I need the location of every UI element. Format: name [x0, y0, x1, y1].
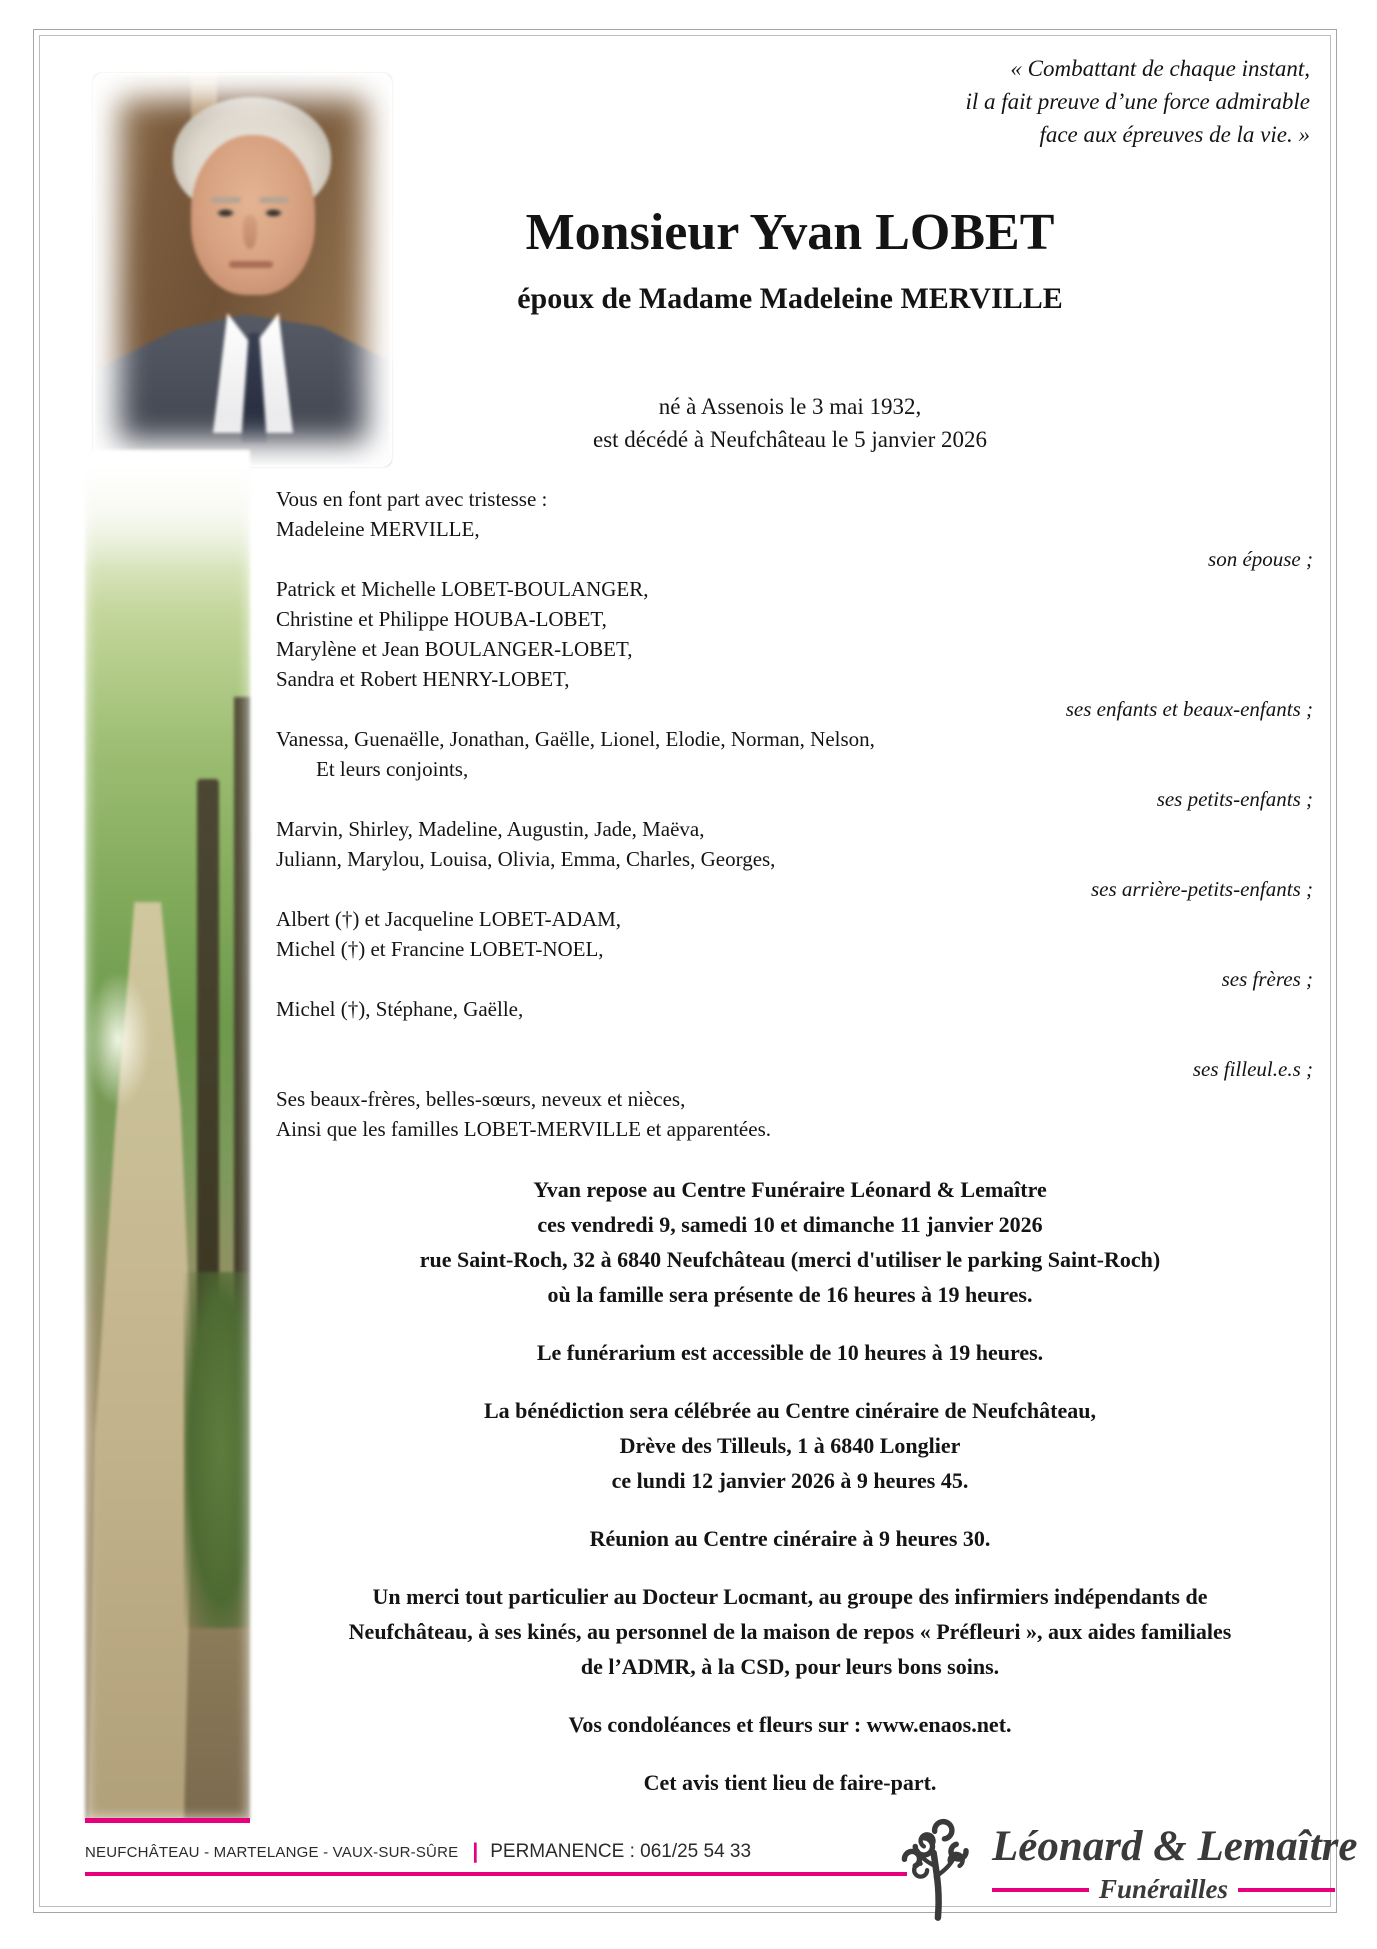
deceased-name: Monsieur Yvan LOBET [525, 204, 1055, 261]
family-line: Michel (†), Stéphane, Gaëlle, [276, 997, 524, 1021]
relation-label: ses frères ; [1221, 967, 1313, 991]
brand-subtitle-row [992, 1874, 1335, 1905]
ceremony-line: ce lundi 12 janvier 2026 à 9 heures 45. [611, 1468, 969, 1493]
forest-path-image [85, 450, 250, 1820]
family-line: Christine et Philippe HOUBA-LOBET, [276, 607, 607, 631]
family-line: Ses beaux-frères, belles-sœurs, neveux et nièces, [276, 1087, 686, 1111]
accent-dash-right [1238, 1888, 1335, 1892]
death-line: est décédé à Neufchâteau le 5 janvier 2026 [593, 427, 987, 452]
relation-label: ses enfants et beaux-enfants ; [1065, 697, 1313, 721]
forest-path-scene [85, 450, 250, 1820]
footer-cities: NEUFCHÂTEAU - MARTELANGE - VAUX-SUR-SÛRE [85, 1843, 459, 1861]
family-line: Sandra et Robert HENRY-LOBET, [276, 667, 570, 691]
ceremony-line: de l’ADMR, à la CSD, pour leurs bons soins. [580, 1654, 1000, 1679]
brand-subtitle: Funérailles [1098, 1874, 1229, 1904]
ceremony-line: La bénédiction sera célébrée au Centre cinéraire de Neufchâteau, [484, 1398, 1096, 1423]
funeral-home-logo [880, 1812, 1358, 1924]
ceremony-info [250, 1172, 1330, 1823]
spouse-line: époux de Madame Madeleine MERVILLE [517, 282, 1063, 315]
accent-line-under-forest-image [85, 1818, 250, 1823]
ceremony-line: Neufchâteau, à ses kinés, au personnel de la maison de repos « Préfleuri », aux aides familiales [348, 1619, 1232, 1644]
notice-paragraph [250, 1765, 1330, 1800]
ceremony-line: Un merci tout particulier au Docteur Locmant, au groupe des infirmiers indépendants de [372, 1584, 1208, 1609]
family-line: Patrick et Michelle LOBET-BOULANGER, [276, 577, 649, 601]
ceremony-line: où la famille sera présente de 16 heures à 19 heures. [547, 1282, 1033, 1307]
condolences-paragraph [250, 1707, 1330, 1742]
quote-line: face aux épreuves de la vie. » [1039, 122, 1310, 147]
family-line: Albert (†) et Jacqueline LOBET-ADAM, [276, 907, 622, 931]
repose-paragraph [250, 1172, 1330, 1312]
notice-line: Cet avis tient lieu de faire-part. [643, 1770, 937, 1795]
family-line: Madeleine MERVILLE, [276, 517, 480, 541]
ceremony-line: rue Saint-Roch, 32 à 6840 Neufchâteau (merci d'utiliser le parking Saint-Roch) [419, 1247, 1161, 1272]
funerarium-paragraph [250, 1335, 1330, 1370]
family-line: Michel (†) et Francine LOBET-NOEL, [276, 937, 604, 961]
relation-label: ses petits-enfants ; [1156, 787, 1313, 811]
ceremony-line: Le funérarium est accessible de 10 heures à 19 heures. [536, 1340, 1044, 1365]
footer-permanence: PERMANENCE : 061/25 54 33 [490, 1841, 752, 1862]
accent-dash-left [992, 1888, 1089, 1892]
announcement-intro: Vous en font part avec tristesse : [276, 487, 548, 511]
ceremony-line: ces vendredi 9, samedi 10 et dimanche 11 janvier 2026 [537, 1212, 1043, 1237]
relation-label: son épouse ; [1208, 547, 1313, 571]
footer-contact [85, 1840, 751, 1864]
ceremony-line: Yvan repose au Centre Funéraire Léonard & Lemaître [533, 1177, 1047, 1202]
birth-death-dates [250, 390, 1330, 456]
family-line: Marylène et Jean BOULANGER-LOBET, [276, 637, 633, 661]
birth-line: né à Assenois le 3 mai 1932, [658, 394, 922, 419]
benediction-paragraph [250, 1393, 1330, 1498]
relation-label: ses arrière-petits-enfants ; [1090, 877, 1313, 901]
footer-separator: | [472, 1840, 479, 1863]
family-line: Et leurs conjoints, [316, 757, 469, 781]
accent-line-footer [85, 1872, 907, 1876]
memorial-quote [966, 52, 1311, 151]
forest-edge-fade [85, 450, 250, 1820]
thanks-paragraph [250, 1579, 1330, 1684]
condolences-line: Vos condoléances et fleurs sur : www.enaos.net. [568, 1712, 1012, 1737]
ceremony-line: Drève des Tilleuls, 1 à 6840 Longlier [619, 1433, 961, 1458]
quote-line: il a fait preuve d’une force admirable [965, 89, 1310, 114]
family-announcement [276, 484, 1313, 1144]
quote-line: « Combattant de chaque instant, [1010, 56, 1310, 81]
family-line: Juliann, Marylou, Louisa, Olivia, Emma, Charles, Georges, [276, 847, 776, 871]
family-line: Marvin, Shirley, Madeline, Augustin, Jade, Maëva, [276, 817, 705, 841]
reunion-paragraph [250, 1521, 1330, 1556]
family-line: Vanessa, Guenaëlle, Jonathan, Gaëlle, Lionel, Elodie, Norman, Nelson, [276, 727, 875, 751]
relation-label: ses filleul.e.s ; [1192, 1057, 1313, 1081]
ceremony-line: Réunion au Centre cinéraire à 9 heures 30. [589, 1526, 991, 1551]
tree-icon [880, 1814, 998, 1922]
brand-name: Léonard & Lemaître [992, 1823, 1358, 1870]
family-line: Ainsi que les familles LOBET-MERVILLE et apparentées. [276, 1117, 771, 1141]
